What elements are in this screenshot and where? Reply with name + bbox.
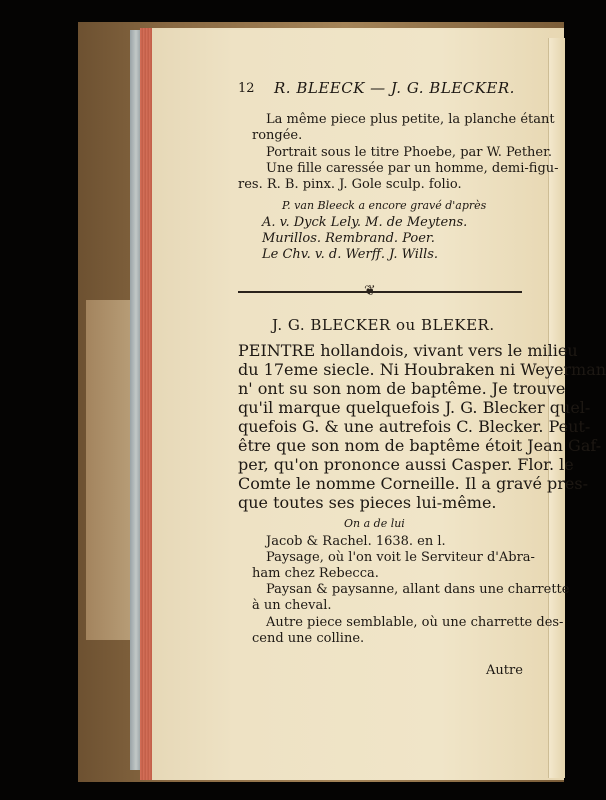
page-red-edge (140, 28, 152, 780)
paragraph-line: per, qu'on prononce aussi Casper. Flor. le (238, 455, 574, 474)
gravure-note-line: Murillos. Rembrand. Poer. (262, 231, 435, 246)
section-title: J. G. BLECKER ou BLEKER. (272, 316, 495, 334)
page-number: 12 (238, 81, 255, 96)
work-line: ham chez Rebecca. (252, 566, 379, 581)
gravure-note-heading: P. van Bleeck a encore gravé d'après (282, 199, 487, 212)
paragraph-line: quefois G. & une autrefois C. Blecker. Peut- (238, 417, 591, 436)
paragraph-line: n' ont su son nom de baptême. Je trouve (238, 379, 566, 398)
work-line: Paysage, où l'on voit le Serviteur d'Abra- (266, 550, 535, 565)
gravure-note-line: A. v. Dyck Lely. M. de Meytens. (262, 215, 468, 230)
paragraph-line: qu'il marque quelquefois J. G. Blecker quel- (238, 398, 591, 417)
catchword: Autre (486, 663, 523, 678)
work-line: Paysan & paysanne, allant dans une charrette (266, 582, 570, 597)
work-line: à un cheval. (252, 598, 332, 613)
paragraph-line: PEINTRE hollandois, vivant vers le milieu (238, 341, 578, 360)
rule-ornament-icon: ❦ (364, 283, 376, 299)
entry-line: Une fille caressée par un homme, demi-figu- (266, 161, 559, 176)
paragraph-line: être que son nom de baptême étoit Jean Gaf- (238, 436, 602, 455)
gravure-note-line: Le Chv. v. d. Werff. J. Wills. (262, 247, 439, 262)
entry-line: Portrait sous le titre Phoebe, par W. Pether. (266, 145, 553, 160)
paragraph-line: que toutes ses pieces lui-même. (238, 493, 497, 512)
entry-line: rongée. (252, 128, 303, 143)
work-line: Autre piece semblable, où une charrette des- (266, 615, 564, 630)
works-subheading: On a de lui (344, 517, 405, 530)
work-line: Jacob & Rachel. 1638. en l. (266, 534, 446, 549)
running-head: R. BLEECK — J. G. BLECKER. (274, 79, 515, 97)
paragraph-line: du 17eme siecle. Ni Houbraken ni Weyerman (238, 360, 606, 379)
paragraph-line: Comte le nomme Corneille. Il a gravé pres- (238, 474, 588, 493)
ornamental-rule (238, 291, 522, 293)
cover-worn-patch (86, 300, 132, 640)
work-line: cend une colline. (252, 631, 365, 646)
entry-line: La même piece plus petite, la planche étant (266, 112, 555, 127)
entry-line: res. R. B. pinx. J. Gole sculp. folio. (238, 177, 462, 192)
